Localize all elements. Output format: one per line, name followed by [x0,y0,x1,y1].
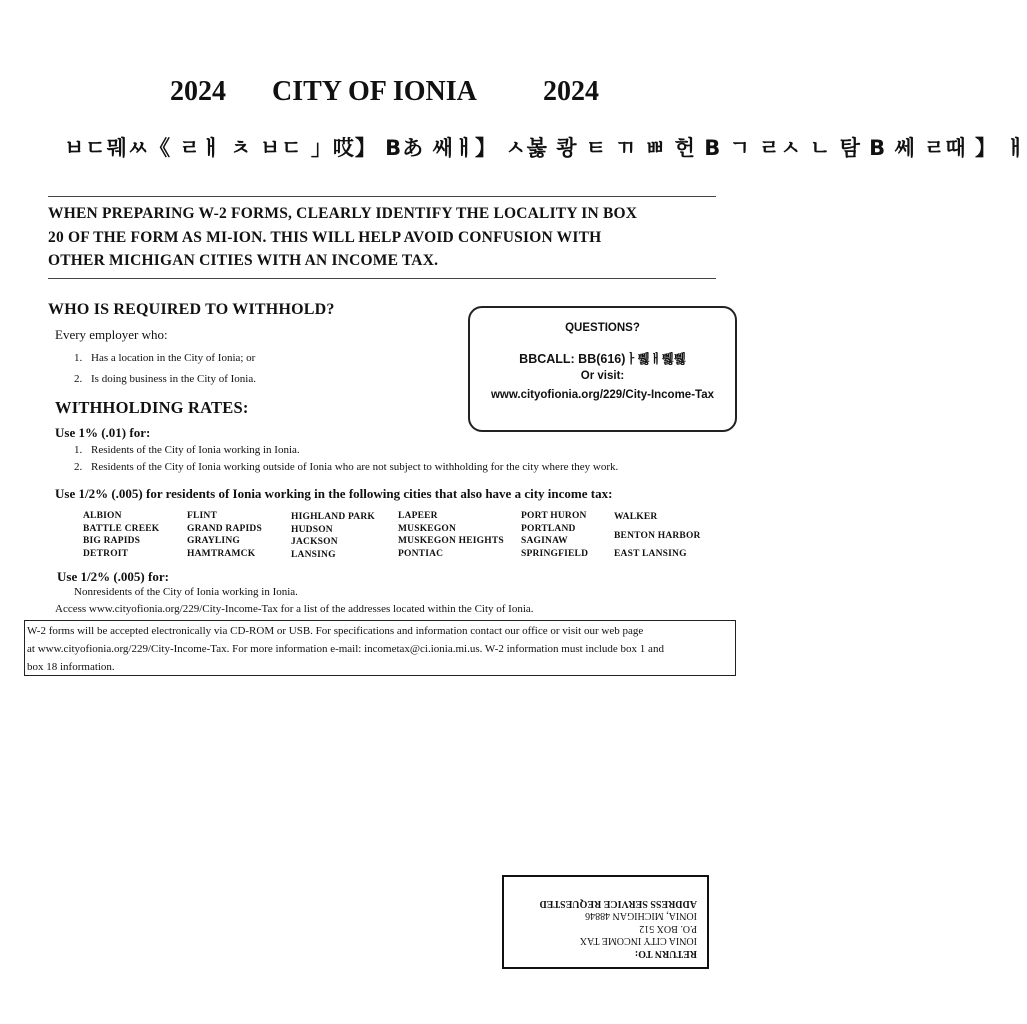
page-subtitle: ㅂㄷ뭬ㅆ《 ㄹㅐ ㅊ ㅂㄷ 」哎】 Bあ 쌔ㅐ】 ㅅ봃 쾅 ㅌ ㄲ ㅃ 헌 B ㄱ ㄹㅅ ㄴ 탐 B 쎄 ㄹ때 】 ㅐ [64,136,1027,160]
city-item: BIG RAPIDS [83,536,141,546]
return-line: IONIA, MICHIGAN 48846 [585,910,697,922]
city-item: HIGHLAND PARK [291,512,375,522]
locality-notice [48,202,728,273]
city-item: ALBION [83,511,122,521]
city-item: PORT HURON [521,511,587,521]
one-percent-item-1 [74,444,300,456]
city-item: DETROIT [83,548,129,559]
questions-url-link[interactable]: www.cityofionia.org/229/City-Income-Tax [490,389,714,401]
city-item: HUDSON [291,524,333,535]
city-item: GRAND RAPIDS [187,523,262,534]
return-line: IONIA CITY INCOME TAX [579,935,697,947]
notice-line: OTHER MICHIGAN CITIES WITH AN INCOME TAX. [48,252,439,269]
city-column-6 [614,511,701,561]
list-text: Has a location in the City of Ionia; or [91,352,256,364]
list-number: 1. [74,352,83,364]
who-item-1 [74,352,255,364]
nonres-line-2: Access www.cityofionia.org/229/City-Income-Tax for a list of the addresses located within the City of Ionia. [55,603,534,615]
city-column-4 [398,510,504,560]
who-intro: Every employer who: [55,327,168,342]
city-item: PORTLAND [521,523,576,534]
city-item: MUSKEGON [398,523,457,534]
city-item: WALKER [614,512,658,522]
city-item: BENTON HARBOR [614,530,701,541]
notice-line: WHEN PREPARING W-2 FORMS, CLEARLY IDENTIFY THE LOCALITY IN BOX [48,205,638,222]
questions-or-visit: Or visit: [580,370,625,382]
half-percent-nonres-label: Use 1/2% (.005) for: [57,569,169,584]
w2-line: box 18 information. [27,661,115,673]
city-column-3 [291,511,375,561]
questions-box [468,306,737,432]
divider-top [48,196,716,197]
who-item-2 [74,373,256,385]
city-item: HAMTRAMCK [187,548,256,559]
list-number: 2. [74,373,83,385]
city-item: BATTLE CREEK [83,523,160,534]
half-percent-cities-label: Use 1/2% (.005) for residents of Ionia working in the following cities that also have a city income tax: [55,486,613,501]
return-line: ADDRESS SERVICE REQUESTED [539,898,697,909]
who-heading: WHO IS REQUIRED TO WITHHOLD? [48,301,335,318]
city-column-1 [83,510,159,560]
title-year-right: 2024 [543,76,599,107]
list-number: 1. [74,444,83,456]
return-address-content [504,877,707,967]
city-item: LANSING [291,549,336,560]
w2-line: W-2 forms will be accepted electronically via CD-ROM or USB. For specifications and information contact our office or visit our web page [27,625,644,637]
one-percent-item-2 [74,461,618,473]
rates-heading: WITHHOLDING RATES: [55,398,249,417]
city-item: SAGINAW [521,536,568,546]
title-year-left: 2024 [170,76,226,107]
nonres-line-1: Nonresidents of the City of Ionia working in Ionia. [74,586,298,598]
w2-info-box [24,620,736,676]
city-item: MUSKEGON HEIGHTS [398,536,504,546]
city-item: PONTIAC [398,548,444,559]
w2-line: at www.cityofionia.org/229/City-Income-Tax. For more information e-mail: incometax@ci.ionia.mi.us. W-2 information must include box 1 and [27,643,664,655]
title-city: CITY OF IONIA [272,76,477,107]
return-heading: RETURN TO: [634,948,697,959]
city-column-5 [521,510,588,560]
city-item: LAPEER [398,511,438,521]
one-percent-label: Use 1% (.01) for: [55,425,151,440]
list-text: Residents of the City of Ionia working in Ionia. [91,444,300,456]
questions-heading: QUESTIONS? [565,322,640,334]
city-item: JACKSON [291,537,338,547]
city-item: GRAYLING [187,536,240,546]
city-column-2 [187,510,262,560]
city-item: SPRINGFIELD [521,548,589,559]
list-number: 2. [74,461,83,473]
city-item: FLINT [187,511,218,521]
divider-bottom [48,278,716,279]
notice-line: 20 OF THE FORM AS MI-ION. THIS WILL HELP AVOID CONFUSION WITH [48,228,602,246]
return-address-box [502,875,709,969]
list-text: Residents of the City of Ionia working outside of Ionia who are not subject to withholding for the city where they work. [91,461,619,473]
city-item: EAST LANSING [614,549,687,559]
list-text: Is doing business in the City of Ionia. [91,373,256,385]
return-line: P.O. BOX 512 [639,923,697,934]
questions-call: BBCALL: BB(616)ㅏ쀓ㅐ쀓쀓 [519,352,686,366]
